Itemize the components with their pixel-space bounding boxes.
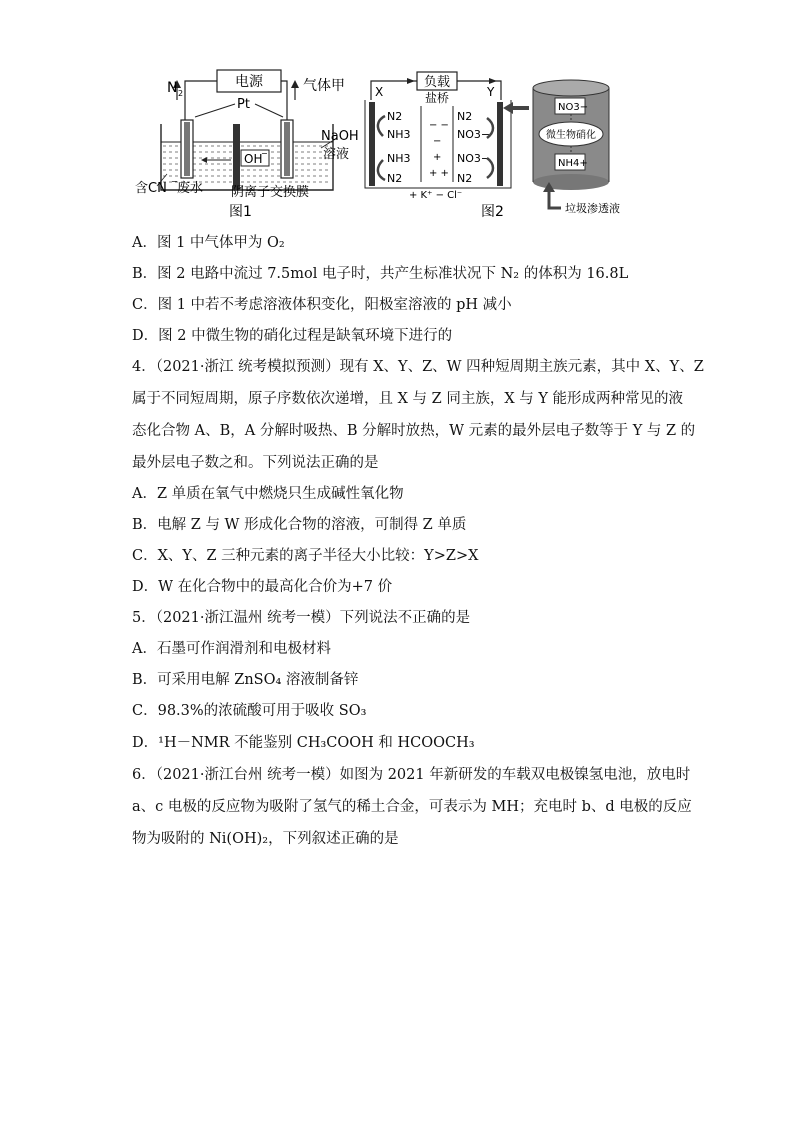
salt-bridge-label: 盐桥 xyxy=(424,91,450,105)
anion-exchange-membrane xyxy=(233,124,240,190)
svg-text:−: − xyxy=(433,136,442,147)
electrode-y-label: Y xyxy=(487,85,495,99)
cn-waste-label: 含CN xyxy=(135,181,167,196)
question-4-line-3: 态化合物 A、B，A 分解时吸热、B 分解时放热，W 元素的最外层电子数等于 Y 与 Z 的 xyxy=(132,423,696,439)
option-d-q5: D．¹H－NMR 不能鉴别 CH₃COOH 和 HCOOCH₃ xyxy=(132,735,475,751)
question-4-line-1: 4．（2021·浙江 统考模拟预测）现有 X、Y、Z、W 四种短周期主族元素，其中 X、Y、Z xyxy=(132,359,704,375)
oh-ion-label: OH xyxy=(244,152,263,166)
option-d-q3: D．图 2 中微生物的硝化过程是缺氧环境下进行的 xyxy=(132,328,453,344)
question-6-line-3: 物为吸附的 Ni(OH)₂，下列叙述正确的是 xyxy=(132,831,399,847)
question-4-line-2: 属于不同短周期，原子序数依次递增，且 X 与 Z 同主族，X 与 Y 能形成两种常见的液 xyxy=(132,391,684,407)
option-d-q4: D．W 在化合物中的最高化合价为+7 价 xyxy=(132,579,393,595)
electrode-x xyxy=(369,102,375,186)
pt-label: Pt xyxy=(237,97,250,112)
svg-text:−: − xyxy=(171,177,178,186)
electrode-y xyxy=(497,102,503,186)
load-label: 负载 xyxy=(423,75,451,90)
nitrification-tank xyxy=(533,80,609,190)
right-species-1: N2 xyxy=(457,110,473,123)
right-species-2: NO3− xyxy=(457,128,491,141)
figure-1-caption: 图1 xyxy=(229,204,252,220)
bridge-ions-label: + K⁺ − Cl⁻ xyxy=(409,190,463,201)
left-species-3: NH3 xyxy=(387,152,411,165)
option-a-q5: A．石墨可作润滑剂和电极材料 xyxy=(132,641,331,657)
figure-2 xyxy=(365,72,620,220)
figure-2-caption: 图2 xyxy=(481,204,504,220)
nitrification-label: 微生物硝化 xyxy=(546,130,596,141)
question-6-line-1: 6．（2021·浙江台州 统考一模）如图为 2021 年新研发的车载双电极镍氢电池，放电时 xyxy=(132,767,691,783)
leachate-label: 垃圾渗透液 xyxy=(565,202,620,215)
svg-text:+: + xyxy=(433,152,442,163)
option-a-q3: A．图 1 中气体甲为 O₂ xyxy=(132,235,285,251)
option-b-q4: B．电解 Z 与 W 形成化合物的溶液，可制得 Z 单质 xyxy=(132,517,467,533)
svg-text:废水: 废水 xyxy=(177,181,204,196)
solution-label: 溶液 xyxy=(323,147,350,162)
n2-gas-label: N xyxy=(167,80,178,96)
left-species-1: N2 xyxy=(387,110,403,123)
membrane-label: 阴离子交换膜 xyxy=(231,185,310,200)
left-species-4: N2 xyxy=(387,172,403,185)
figure-1 xyxy=(135,70,359,220)
svg-text:−: − xyxy=(261,149,268,158)
option-c-q4: C．X、Y、Z 三种元素的离子半径大小比较：Y>Z>X xyxy=(132,548,479,564)
svg-text:− −: − − xyxy=(429,120,449,131)
option-b-q3: B．图 2 电路中流过 7.5mol 电子时，共产生标准状况下 N₂ 的体积为 16.8L xyxy=(132,266,629,282)
electrode-x-label: X xyxy=(375,85,384,99)
gas-a-label: 气体甲 xyxy=(303,78,345,94)
question-6-line-2: a、c 电极的反应物为吸附了氢气的稀土合金，可表示为 MH；充电时 b、d 电极的反应 xyxy=(132,799,692,815)
option-c-q3: C．图 1 中若不考虑溶液体积变化，阳极室溶液的 pH 减小 xyxy=(132,297,512,313)
option-b-q5: B．可采用电解 ZnSO₄ 溶液制备锌 xyxy=(132,672,359,688)
tank-bottom-ion: NH4+ xyxy=(558,158,588,169)
left-species-2: NH3 xyxy=(387,128,411,141)
power-source-label: 电源 xyxy=(235,74,263,90)
n2-subscript: 2 xyxy=(178,89,184,98)
electrochemistry-figure xyxy=(125,62,645,222)
question-4-line-4: 最外层电子数之和。下列说法正确的是 xyxy=(132,455,379,471)
right-species-4: N2 xyxy=(457,172,473,185)
naoh-label: NaOH xyxy=(321,129,359,144)
tank-top-ion: NO3− xyxy=(558,102,589,113)
question-5: 5．（2021·浙江温州 统考一模）下列说法不正确的是 xyxy=(132,610,471,626)
right-species-3: NO3− xyxy=(457,152,491,165)
option-c-q5: C．98.3%的浓硫酸可用于吸收 SO₃ xyxy=(132,703,367,719)
svg-text:+ +: + + xyxy=(429,168,449,179)
option-a-q4: A．Z 单质在氧气中燃烧只生成碱性氧化物 xyxy=(132,486,404,502)
